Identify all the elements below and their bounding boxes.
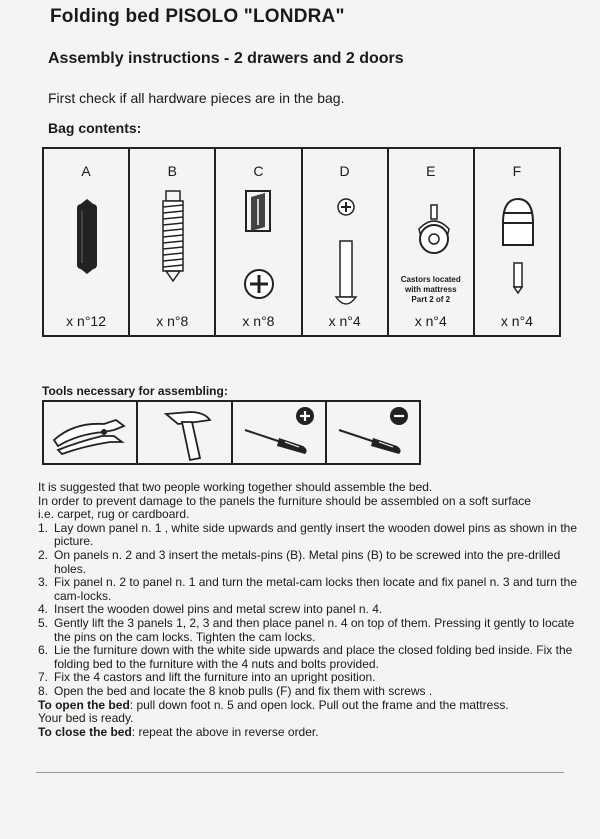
wooden-dowel-icon — [44, 149, 132, 339]
hardware-cell-a — [44, 149, 130, 335]
page-title: Folding bed PISOLO "LONDRA" — [50, 6, 345, 27]
open-bed-line — [38, 699, 578, 713]
intro-text: First check if all hardware pieces are in the bag. — [48, 90, 345, 106]
hardware-letter: A — [81, 163, 91, 179]
cam-lock-icon — [216, 149, 302, 339]
flat-screwdriver-icon — [327, 402, 421, 463]
hammer-icon — [138, 402, 232, 463]
hardware-letter: C — [253, 163, 264, 179]
page-subtitle: Assembly instructions - 2 drawers and 2 doors — [48, 50, 404, 67]
step-4: 4. Insert the wooden dowel pins and metal screw into panel n. 4. — [38, 602, 383, 617]
hardware-qty: x n°8 — [242, 313, 275, 329]
step-6: 6. Lie the furniture down with the white side upwards and place the closed folding bed inside. Fix the folding bed to the furniture with the 4 nuts and bolts provided. — [38, 643, 573, 671]
bottom-divider — [36, 772, 564, 773]
hardware-letter: D — [339, 163, 350, 179]
intro-line: It is suggested that two people working together should assemble the bed. — [38, 480, 433, 494]
castor-icon — [389, 149, 475, 339]
hardware-letter: E — [426, 163, 436, 179]
intro-line: i.e. carpet, rug or cardboard. — [38, 507, 190, 522]
step-5: 5. Gently lift the 3 panels 1, 2, 3 and then place panel n. 4 on top of them. Pressing it gently to locate the pins on the cam locks. Tighten the cam locks. — [38, 615, 575, 644]
hardware-table — [42, 147, 561, 337]
metal-pin-icon — [130, 149, 216, 339]
step-3: 3. Fix panel n. 2 to panel n. 1 and turn the metal-cam locks then locate and fix panel n. 3 and turn the cam-locks. — [38, 575, 577, 603]
assembly-instructions — [38, 481, 578, 739]
pliers-icon — [44, 402, 138, 463]
close-bed-line — [38, 726, 578, 740]
hardware-qty: x n°8 — [156, 313, 189, 329]
knob-pull-icon — [475, 149, 561, 339]
tool-cell-phillips — [233, 402, 327, 463]
hardware-letter: B — [167, 163, 177, 179]
bag-contents-heading: Bag contents: — [48, 120, 142, 136]
hardware-qty: x n°4 — [414, 313, 447, 329]
hardware-cell-d — [303, 149, 389, 335]
step-1: 1. Lay down panel n. 1 , white side upwards and gently insert the wooden dowel pins as shown in the picture. — [38, 520, 577, 549]
tools-table — [42, 400, 421, 465]
phillips-screwdriver-icon — [233, 402, 327, 463]
open-bed-text: : pull down foot n. 5 and open lock. Pull out the frame and the mattress. — [129, 697, 509, 712]
open-bed-label: To open the bed — [38, 697, 130, 712]
tool-cell-flat — [327, 402, 419, 463]
hardware-cell-c — [216, 149, 302, 335]
hardware-qty: x n°12 — [66, 313, 107, 329]
hardware-qty: x n°4 — [328, 313, 361, 329]
castor-note: Castors located with mattress Part 2 of 2 — [400, 275, 461, 304]
close-bed-label: To close the bed — [38, 724, 132, 739]
hardware-cell-e — [389, 149, 475, 335]
tools-heading: Tools necessary for assembling: — [42, 384, 228, 398]
tool-cell-hammer — [138, 402, 232, 463]
hardware-cell-b — [130, 149, 216, 335]
intro-line: In order to prevent damage to the panels the furniture should be assembled on a soft surface — [38, 493, 531, 508]
hardware-letter: F — [512, 163, 522, 179]
step-7: 7. Fix the 4 castors and lift the furniture into an upright position. — [38, 670, 376, 685]
ready-line: Your bed is ready. — [38, 711, 134, 726]
tool-cell-pliers — [44, 402, 138, 463]
screw-icon — [303, 149, 389, 339]
close-bed-text: : repeat the above in reverse order. — [131, 724, 319, 739]
step-2: 2. On panels n. 2 and 3 insert the metals-pins (B). Metal pins (B) to be screwed into the pre-drilled holes. — [38, 547, 561, 576]
step-8: 8. Open the bed and locate the 8 knob pulls (F) and fix them with screws . — [38, 683, 433, 698]
hardware-cell-f — [475, 149, 559, 335]
hardware-qty: x n°4 — [500, 313, 533, 329]
